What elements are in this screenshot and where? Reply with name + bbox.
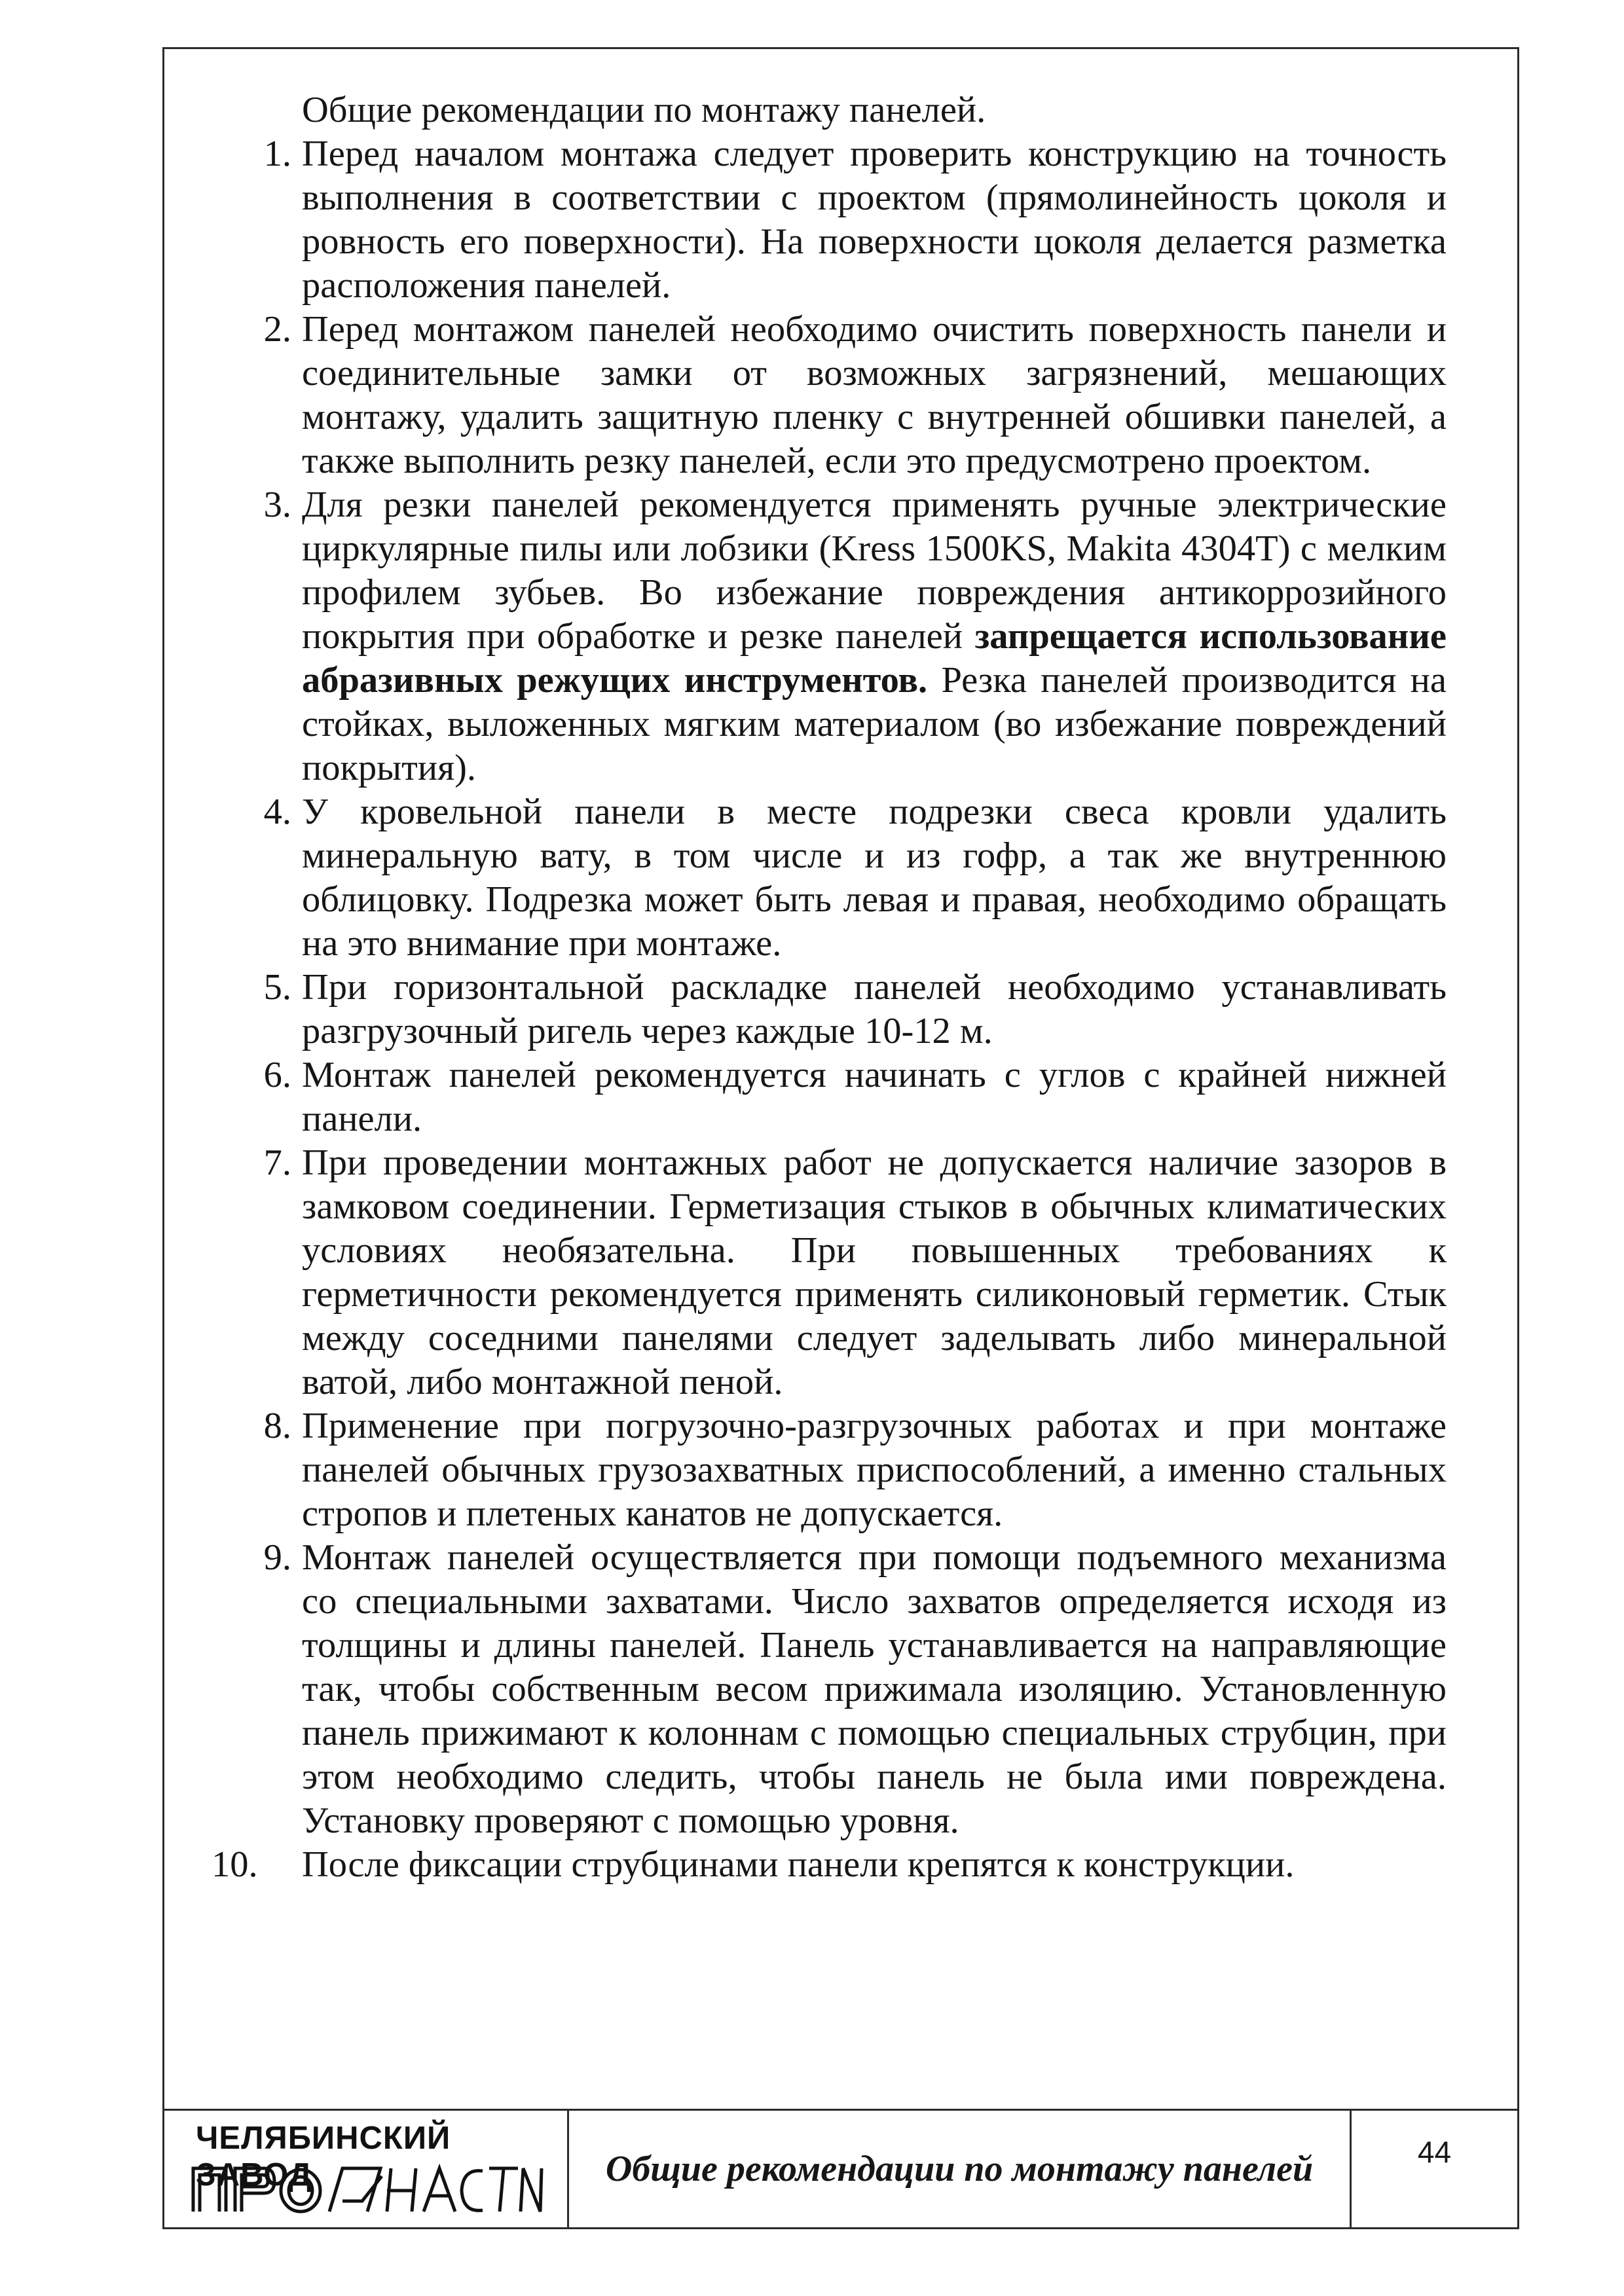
item-number: 6. (263, 1055, 291, 1095)
item-text: Монтаж панелей рекомендуется начинать с углов с крайней нижней панели. (302, 1055, 1447, 1139)
list-item (230, 1141, 1447, 1404)
list-item (230, 966, 1447, 1053)
item-text: Перед началом монтажа следует проверить конструкцию на точность выполнения в соответствии с проектом (прямолинейность цоколя и ровность его поверхности). На поверхности цоколя делается разметка расположения панелей. (302, 134, 1447, 306)
document-body (212, 88, 1447, 1887)
item-number: 8. (263, 1406, 291, 1446)
item-text: Применение при погрузочно-разгрузочных работах и при монтаже панелей обычных грузозахватных приспособлений, а именно стальных стропов и плетеных канатов не допускается. (302, 1406, 1447, 1534)
item-text: При горизонтальной раскладке панелей необходимо устанавливать разгрузочный ригель через каждые 10-12 м. (302, 967, 1447, 1051)
item-warning-bold: запрещается использование абразивных режущих инструментов. (302, 616, 1447, 701)
company-logo (164, 2111, 569, 2227)
list-item (230, 790, 1447, 966)
profnastil-logo-icon (191, 2162, 544, 2217)
page-number: 44 (1417, 2135, 1452, 2169)
list-item (212, 1843, 1447, 1887)
item-text: Перед монтажом панелей необходимо очистить поверхность панели и соединительные замки от возможных загрязнений, мешающих монтажу, удалить защитную пленку с внутренней обшивки панелей, а также выполнить резку панелей, если это предусмотрено проектом. (302, 309, 1447, 481)
item-number: 7. (263, 1142, 291, 1183)
list-item (230, 1404, 1447, 1536)
item-text: Для резки панелей рекомендуется применять ручные электрические циркулярные пилы или лобзики (Kress 1500KS, Makita 4304T) с мелким профилем зубьев. Во избежание повреждения антикоррозийного покрытия при обработке и резке панелей (302, 484, 1447, 657)
item-number: 10. (212, 1844, 258, 1885)
title-block-footer (164, 2109, 1517, 2227)
section-heading: Общие рекомендации по монтажу панелей. (302, 90, 986, 130)
item-text: При проведении монтажных работ не допускается наличие зазоров в замковом соединении. Герметизация стыков в обычных климатических условиях необязательна. При повышенных требованиях к герметичности рекомендуется применять силиконовый герметик. Стык между соседними панелями следует заделывать либо минеральной ватой, либо монтажной пеной. (302, 1142, 1447, 1402)
list-item (230, 1536, 1447, 1843)
list-item (230, 483, 1447, 790)
page-frame (162, 47, 1519, 2229)
recommendations-list (212, 132, 1447, 1887)
company-name: ЧЕЛЯБИНСКИЙ ЗАВОД (196, 2121, 451, 2193)
footer-title: Общие рекомендации по монтажу панелей (569, 2111, 1352, 2227)
item-number: 4. (263, 792, 291, 832)
list-item (230, 1053, 1447, 1141)
list-item (230, 132, 1447, 308)
item-number: 3. (263, 484, 291, 525)
item-number: 2. (263, 309, 291, 350)
item-number: 5. (263, 967, 291, 1008)
item-text: После фиксации струбцинами панели крепятся к конструкции. (302, 1844, 1295, 1885)
item-number: 9. (263, 1537, 291, 1578)
list-item (230, 308, 1447, 483)
item-text-continued: Резка панелей производится на стойках, выложенных мягким материалом (во избежание повреждений покрытия). (302, 660, 1447, 788)
item-text: У кровельной панели в месте подрезки свеса кровли удалить минеральную вату, в том числе и из гофр, а так же внутреннюю облицовку. Подрезка может быть левая и правая, необходимо обращать на это внимание при монтаже. (302, 792, 1447, 964)
item-text: Монтаж панелей осуществляется при помощи подъемного механизма со специальными захватами. Число захватов определяется исходя из толщины и длины панелей. Панель устанавливается на направляющие так, чтобы собственным весом прижимала изоляцию. Установленную панель прижимают к колоннам с помощью специальных струбцин, при этом необходимо следить, чтобы панель не была ими повреждена. Установку проверяют с помощью уровня. (302, 1537, 1447, 1841)
item-number: 1. (263, 134, 291, 174)
